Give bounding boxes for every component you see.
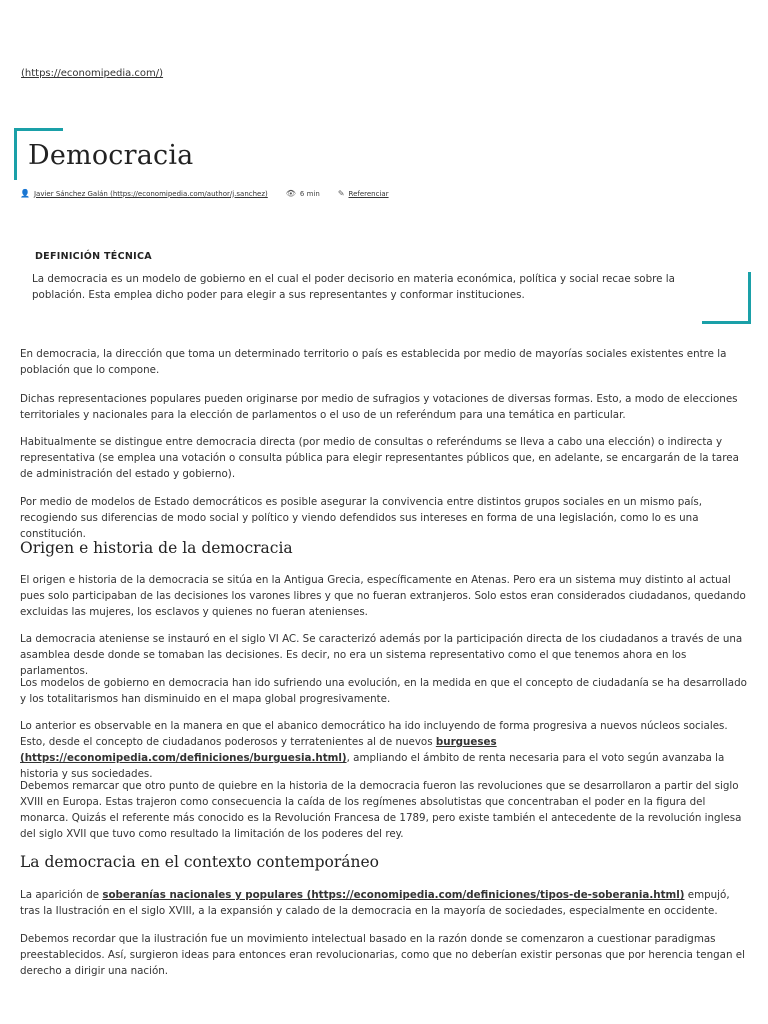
eye-icon: 👁 <box>285 189 296 198</box>
read-time: 6 min <box>299 189 320 198</box>
paragraph: Por medio de modelos de Estado democráticos es posible asegurar la convivencia entre distintos grupos sociales en un mismo país, recogiendo sus diferencias de modo social y político y viendo defendidos sus intereses en forma de una legislación, como lo es una constitución. <box>20 496 703 540</box>
definition-accent-corner <box>702 321 751 324</box>
paragraph: El origen e historia de la democracia se sitúa en la Antigua Grecia, específicamente en Atenas. Pero era un sistema muy distinto al actual pues solo participaban de las decisiones los varones libres y que no fueran extranjeros. Solo estos eran considerados ciudadanos, quedando excluidas las mujeres, los esclavos y quienes no fueran atenienses. <box>20 574 746 618</box>
paragraph: En democracia, la dirección que toma un determinado territorio o país es establecida por medio de mayorías sociales existentes entre la población que lo compone. <box>20 348 727 376</box>
definition-accent-corner-vertical <box>748 272 751 324</box>
home-link[interactable]: (https://economipedia.com/) <box>21 68 164 79</box>
user-icon: 👤 <box>20 189 30 198</box>
definition-text: La democracia es un modelo de gobierno en el cual el poder decisorio en materia económica, política y social recae sobre la población. Esta emplea dicho poder para elegir a sus representantes y conformar instituciones. <box>32 273 675 301</box>
pencil-icon: ✎ <box>337 189 345 198</box>
paragraph: La democracia ateniense se instauró en el siglo VI AC. Se caracterizó además por la participación directa de los ciudadanos a través de una asamblea desde donde se tomaban las decisiones. Es decir, no era un sistema representativo como el que tenemos ahora en los parlamentos. <box>20 633 743 677</box>
cite-link[interactable]: Referenciar <box>348 189 389 198</box>
paragraph: Habitualmente se distingue entre democracia directa (por medio de consultas o referéndums se lleva a cabo una elección) o indirecta y representativa (se emplea una votación o consulta pública para elegir representantes públicos que, en adelante, se encargarán de la tarea de administración del estado y gobierno). <box>20 436 739 480</box>
section-heading: Origen e historia de la democracia <box>20 539 293 557</box>
title-accent-corner-vertical <box>14 128 17 180</box>
article-meta <box>20 189 389 198</box>
page-title: Democracia <box>28 140 194 171</box>
soberanias-link[interactable]: soberanías nacionales y populares (https://economipedia.com/definiciones/tipos-de-soberania.html) <box>102 889 685 901</box>
title-accent-corner <box>14 128 63 131</box>
definition-heading: DEFINICIÓN TÉCNICA <box>35 251 152 262</box>
burgueses-link[interactable]: burgueses (https://economipedia.com/definiciones/burguesia.html) <box>20 736 497 764</box>
paragraph: Debemos remarcar que otro punto de quiebre en la historia de la democracia fueron las revoluciones que se desarrollaron a partir del siglo XVIII en Europa. Estas trajeron como consecuencia la caída de los regímenes absolutistas que concentraban el poder en la figura del monarca. Quizás el referente más conocido es la Revolución Francesa de 1789, pero existe también el antecedente de la revolución inglesa del siglo XVII que tuvo como resultado la limitación de los poderes del rey. <box>20 780 742 840</box>
paragraph: Los modelos de gobierno en democracia han ido sufriendo una evolución, en la medida en que el concepto de ciudadanía se ha desarrollado y los totalitarismos han disminuido en el mapa global progresivamente. <box>20 677 747 705</box>
paragraph: Debemos recordar que la ilustración fue un movimiento intelectual basado en la razón donde se comenzaron a cuestionar paradigmas preestablecidos. Así, surgieron ideas para entonces eran revolucionarias, como que no deberían existir personas que por herencia tengan el derecho a dirigir una nación. <box>20 933 745 977</box>
paragraph: Lo anterior es observable en la manera en que el abanico democrático ha ido incluyendo de forma progresiva a nuevos núcleos sociales. Esto, desde el concepto de ciudadanos poderosos y terratenientes al de nuevos burgueses (https://economipedia.com/definiciones/burguesia.html), ampliando el ámbito de renta necesaria para el voto según avanzaba la historia y sus sociedades. <box>20 720 728 780</box>
paragraph: Dichas representaciones populares pueden originarse por medio de sufragios y votaciones de diversas formas. Esto, a modo de elecciones territoriales y nacionales para la elección de parlamentos o el uso de un referéndum para una temática en particular. <box>20 393 738 421</box>
paragraph: La aparición de soberanías nacionales y populares (https://economipedia.com/definiciones/tipos-de-soberania.html) empujó, tras la Ilustración en el siglo XVIII, a la expansión y calado de la democracia en la mayoría de sociedades, especialmente en occidente. <box>20 889 730 917</box>
section-heading: La democracia en el contexto contemporáneo <box>20 853 379 871</box>
author-link[interactable]: Javier Sánchez Galán (https://economipedia.com/author/j.sanchez) <box>33 189 268 198</box>
